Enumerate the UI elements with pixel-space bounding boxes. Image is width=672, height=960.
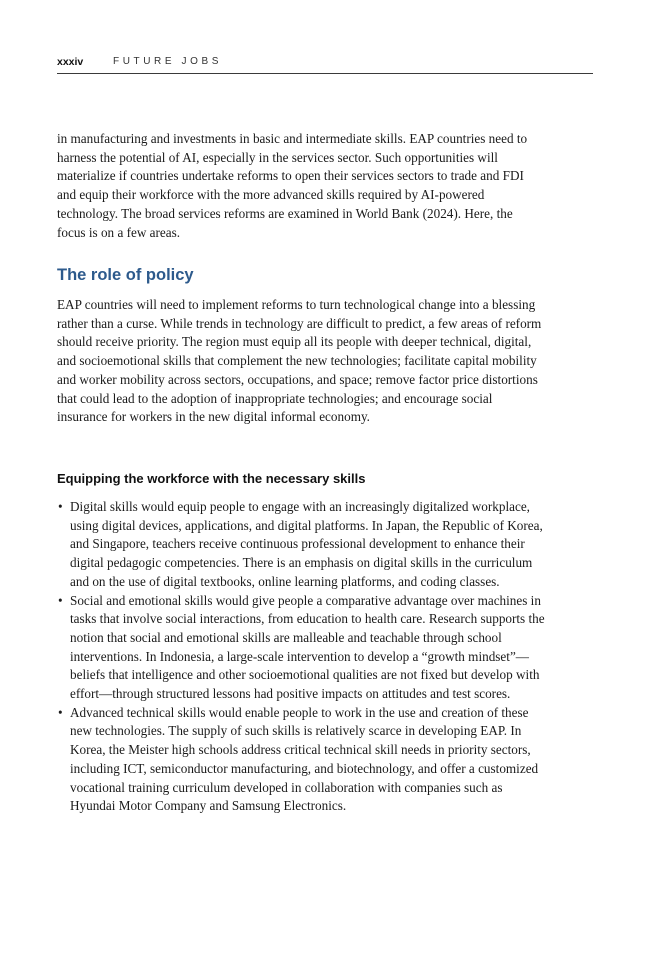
list-item: [57, 704, 547, 816]
subsection-heading: Equipping the workforce with the necessary skills: [57, 471, 366, 486]
bullet-glyph: •: [58, 592, 63, 608]
section-paragraph: EAP countries will need to implement reforms to turn technological change into a blessing rather than a curse. While trends in technology are difficult to predict, a few areas of reform should receive priority. The region must equip all its people with deeper technical, digital, and socioemotional skills that complement the new technologies; facilitate capital mobility and worker mobility across sectors, occupations, and space; remove factor price distortions that could lead to the adoption of inappropriate technologies; and encourage social insurance for workers in the new digital informal economy.: [57, 297, 542, 425]
bullet-glyph: •: [58, 704, 63, 720]
section-heading: The role of policy: [57, 266, 194, 284]
intro-paragraph: in manufacturing and investments in basic and intermediate skills. EAP countries need to harness the potential of AI, especially in the services sector. Such opportunities will materialize if countries undertake reforms to open their services sectors to trade and FDI and equip their workforce with the more advanced skills required by AI-powered technology. The broad services reforms are examined in World Bank (2024). Here, the focus is on a few areas.: [57, 131, 528, 240]
list-item-text: Advanced technical skills would enable people to work in the use and creation of these new technologies. The supply of such skills is relatively scarce in developing EAP. In Korea, the Meister high schools address critical technical skill needs in priority sectors, including ICT, semiconductor manufacturing, and biotechnology, and offer a customized vocational training curriculum developed in collaboration with companies such as Hyundai Motor Company and Samsung Electronics.: [70, 704, 539, 814]
bullet-glyph: •: [58, 499, 63, 514]
list-item-text: Digital skills would equip people to engage with an increasingly digitalized workplace, using digital devices, applications, and digital platforms. In Japan, the Republic of Korea, and Singapore, teachers receive continuous professional development to enhance their digital pedagogic competencies. There is an emphasis on digital skills in the curriculum and on the use of digital textbooks, online learning platforms, and coding classes.: [70, 499, 543, 589]
running-head: [57, 55, 593, 74]
page-number: xxxiv: [57, 56, 84, 68]
book-title: FUTURE JOBS: [113, 56, 223, 67]
bullet-list: [57, 498, 547, 816]
list-item: [57, 592, 547, 704]
list-item-text: Social and emotional skills would give people a comparative advantage over machines in tasks that involve social interactions, from education to health care. Research supports the notion that social and emotional skills are malleable and teachable through school interventions. In Indonesia, a large-scale intervention to develop a “growth mindset”—beliefs that intelligence and other socioemotional qualities are not fixed but develop with effort—through structured lessons had positive impacts on attitudes and test scores.: [70, 592, 545, 702]
list-item: [57, 498, 547, 592]
